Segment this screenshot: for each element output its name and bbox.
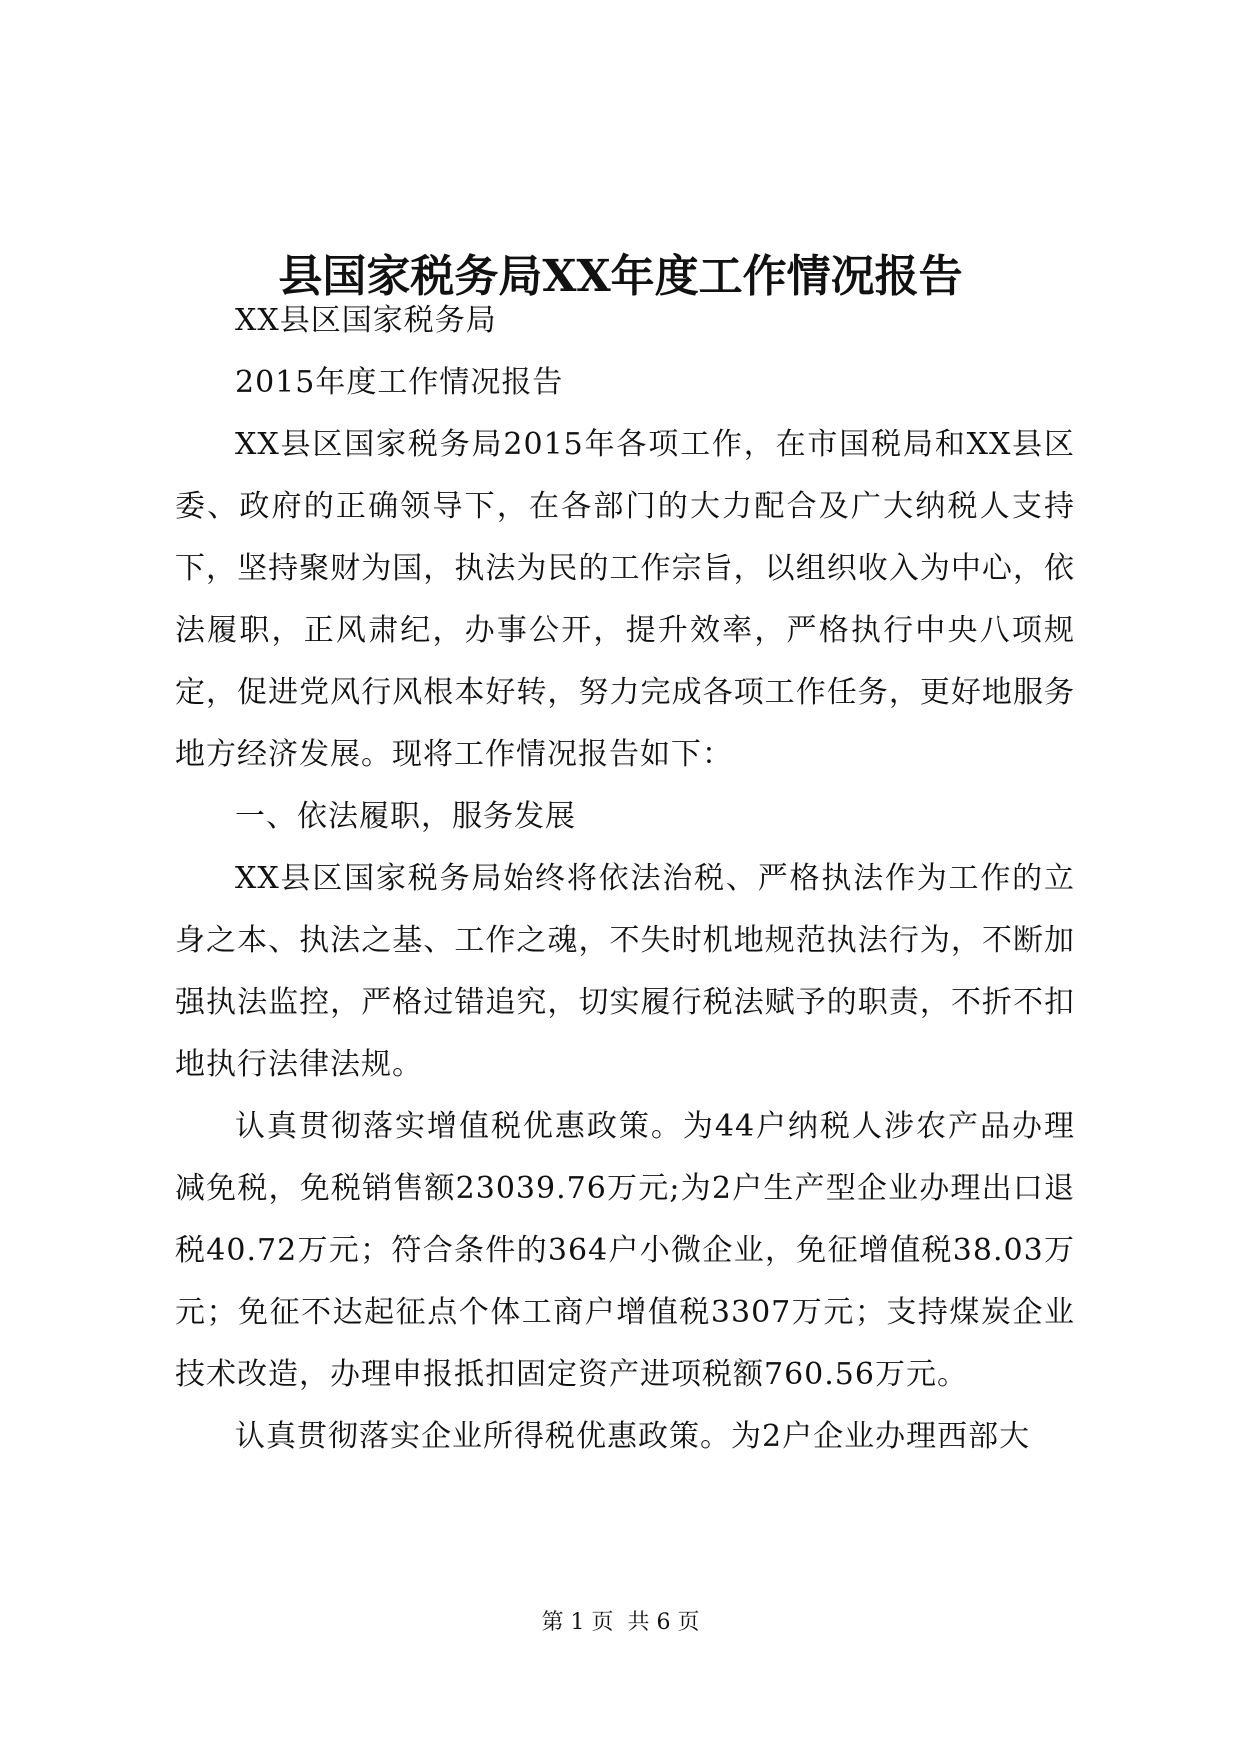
paragraph-report-title: 2015年度工作情况报告 [235, 365, 564, 400]
paragraph-law-enforcement: XX县区国家税务局始终将依法治税、严格执法作为工作的立身之本、执法之基、工作之魂，不失时机地规范执法行为，不断加强执法监控，严格过错追究，切实履行税法赋予的职责，不折不扣地执行法律法规。 [175, 861, 1075, 1082]
document-body [175, 290, 1075, 1468]
paragraph-vat-policy: 认真贯彻落实增值税优惠政策。为44户纳税人涉农产品办理减免税，免税销售额23039.76万元;为2户生产型企业办理出口退税40.72万元；符合条件的364户小微企业，免征增值税38.03万元；免征不达起征点个体工商户增值税3307万元；支持煤炭企业技术改造，办理申报抵扣固定资产进项税额760.56万元。 [175, 1109, 1075, 1392]
document-title: 县国家税务局XX年度工作情况报告 [278, 251, 963, 303]
page-number-footer: 第 1 页 共 6 页 [541, 1610, 700, 1635]
paragraph-intro: XX县区国家税务局2015年各项工作，在市国税局和XX县区委、政府的正确领导下，在各部门的大力配合及广大纳税人支持下，坚持聚财为国，执法为民的工作宗旨，以组织收入为中心，依法履职，正风肃纪，办事公开，提升效率，严格执行中央八项规定，促进党风行风根本好转，努力完成各项工作任务，更好地服务地方经济发展。现将工作情况报告如下： [175, 427, 1075, 772]
section-heading-1: 一、依法履职，服务发展 [235, 799, 576, 834]
paragraph-income-tax-policy: 认真贯彻落实企业所得税优惠政策。为2户企业办理西部大 [235, 1419, 1031, 1454]
paragraph-org-name: XX县区国家税务局 [235, 303, 497, 338]
